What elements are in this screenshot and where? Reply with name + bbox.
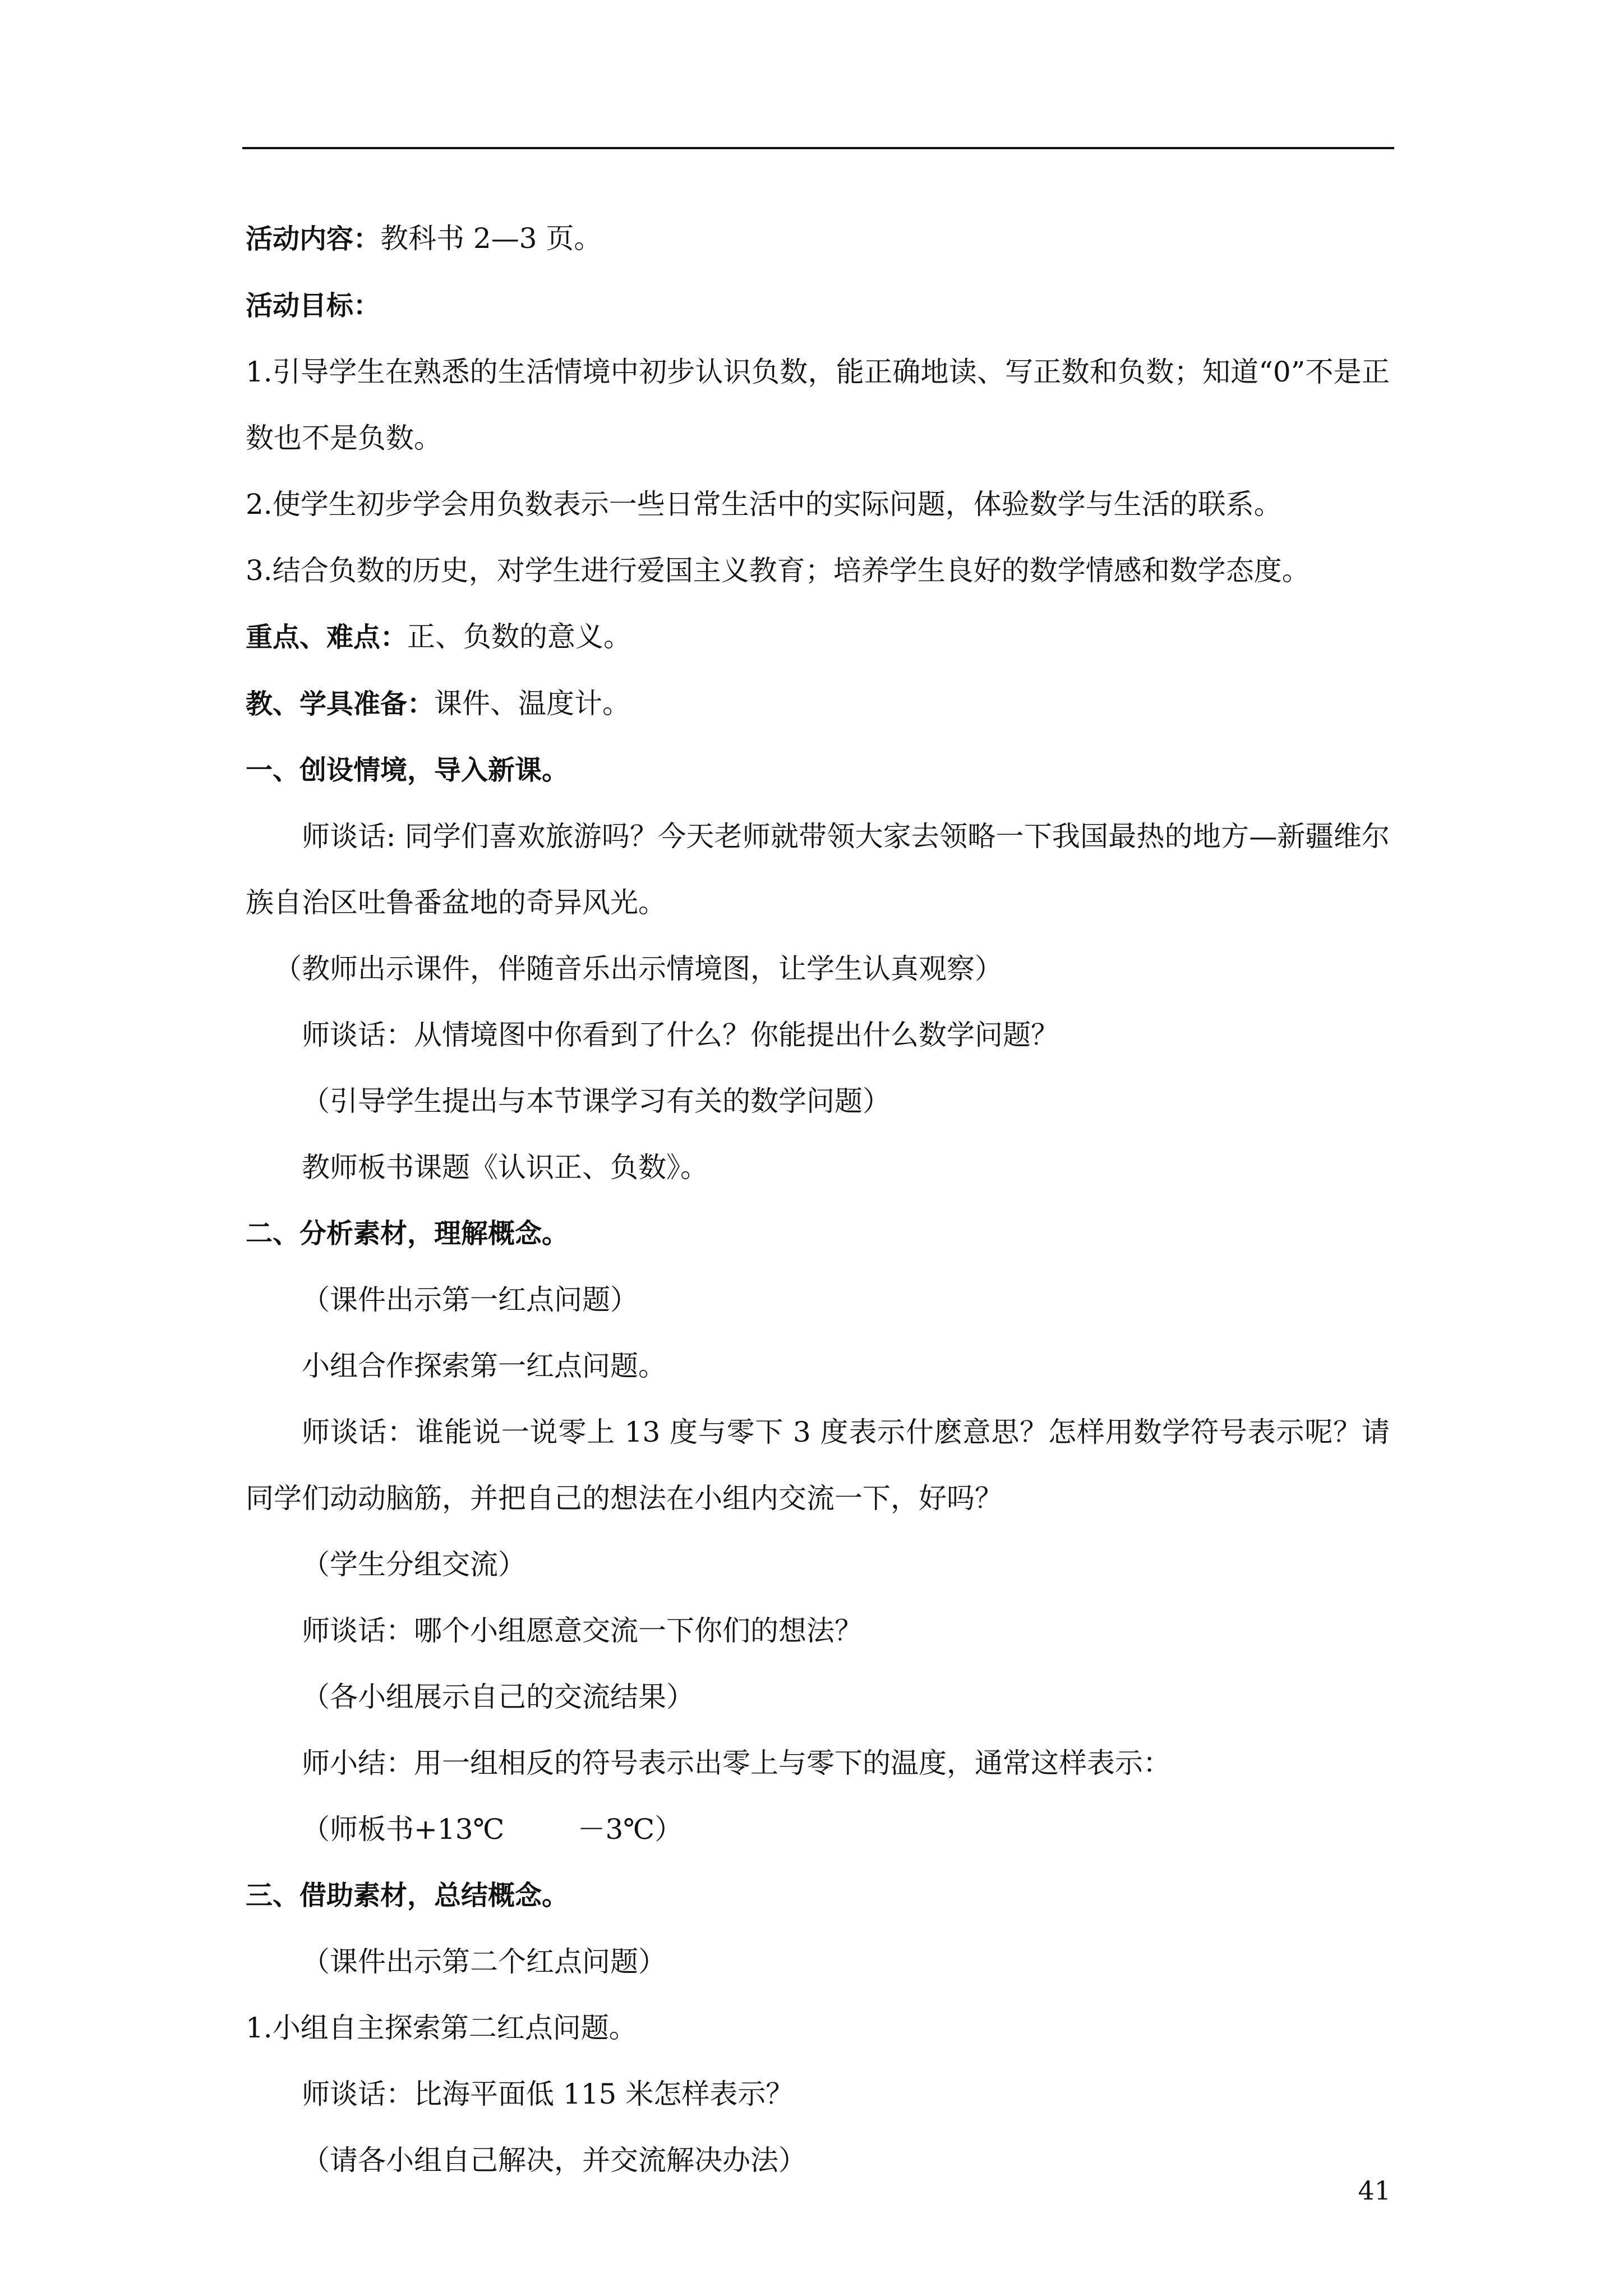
s1-talk-1 — [246, 803, 1390, 936]
s2-talk-1-text: 师谈话：谁能说一说零上 13 度与零下 3 度表示什麽意思？怎样用数学符号表示呢？请同学们动动脑筋，并把自己的想法在小组内交流一下，好吗？ — [246, 1416, 1390, 1515]
key-points-label: 重点、难点： — [246, 622, 408, 653]
section-3-heading: 三、借助素材，总结概念。 — [246, 1880, 569, 1911]
s1-talk-1-text: 师谈话: 同学们喜欢旅游吗？今天老师就带领大家去领略一下我国最热的地方—新疆维尔族自治区吐鲁番盆地的奇异风光。 — [246, 820, 1390, 919]
page-number: 41 — [1358, 2175, 1391, 2206]
key-points-text: 正、负数的意义。 — [407, 620, 632, 653]
header-rule — [242, 147, 1394, 149]
s1-talk-2: 师谈话：从情境图中你看到了什么？你能提出什么数学问题？ — [302, 1019, 1059, 1051]
prep-text: 课件、温度计。 — [434, 687, 631, 720]
s2-board-b: －3℃） — [577, 1813, 683, 1846]
s2-note-1: （课件出示第一红点问题） — [302, 1283, 638, 1316]
section-2-heading: 二、分析素材，理解概念。 — [246, 1218, 569, 1249]
s2-talk-2: 师谈话：哪个小组愿意交流一下你们的想法？ — [302, 1614, 863, 1647]
goal-2: 2.使学生初步学会用负数表示一些日常生活中的实际问题，体验数学与生活的联系。 — [246, 488, 1282, 521]
s2-group: 小组合作探索第一红点问题。 — [302, 1350, 666, 1382]
s2-note-3: （各小组展示自己的交流结果） — [302, 1681, 694, 1713]
s1-note-1: （教师出示课件，伴随音乐出示情境图，让学生认真观察） — [274, 953, 1003, 985]
key-points-line — [246, 604, 1390, 670]
s1-note-2: （引导学生提出与本节课学习有关的数学问题） — [302, 1085, 891, 1117]
prep-label: 教、学具准备： — [246, 688, 435, 720]
s3-note-2: （请各小组自己解决，并交流解决办法） — [302, 2144, 806, 2177]
s3-item-1: 1.小组自主探索第二红点问题。 — [246, 2012, 637, 2044]
goal-1: 1.引导学生在熟悉的生活情境中初步认识负数，能正确地读、写正数和负数；知道“0”不是正数也不是负数。 — [246, 356, 1390, 454]
s2-summary: 师小结：用一组相反的符号表示出零上与零下的温度，通常这样表示： — [302, 1747, 1171, 1779]
s3-talk-1: 师谈话：比海平面低 115 米怎样表示？ — [302, 2078, 794, 2110]
activity-goals-line — [246, 272, 1390, 339]
s1-board: 教师板书课题《认识正、负数》。 — [302, 1151, 708, 1184]
s2-talk-1 — [246, 1399, 1390, 1531]
body-text — [246, 205, 1390, 2193]
activity-goals-label: 活动目标： — [246, 290, 381, 321]
s2-board-a: （师板书+13℃ — [302, 1813, 505, 1846]
goal-3: 3.结合负数的历史，对学生进行爱国主义教育；培养学生良好的数学情感和数学态度。 — [246, 554, 1310, 587]
s2-board — [246, 1796, 1390, 1862]
section-1-heading: 一、创设情境，导入新课。 — [246, 754, 569, 786]
activity-content-label: 活动内容： — [246, 223, 381, 255]
s2-note-2: （学生分组交流） — [302, 1548, 526, 1581]
activity-content-line — [246, 205, 1390, 272]
activity-content-text: 教科书 2—3 页。 — [380, 222, 602, 255]
prep-line — [246, 670, 1390, 737]
s3-note-1: （课件出示第二个红点问题） — [302, 1945, 666, 1978]
